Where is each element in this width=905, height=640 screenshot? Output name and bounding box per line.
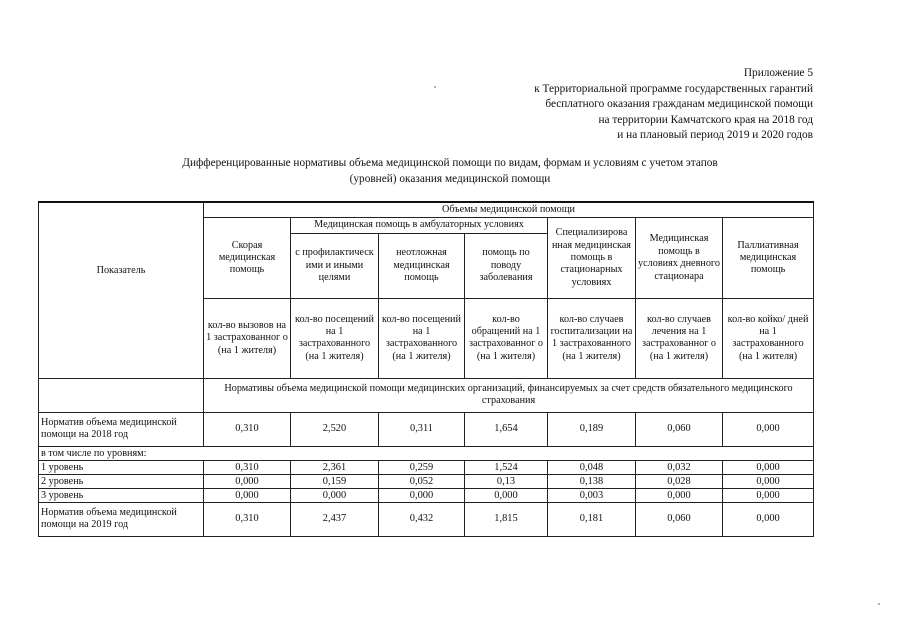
section-banner: Нормативы объема медицинской помощи медицинских организаций, финансируемых за счет средств обязательного медицинского страхования [204,378,814,412]
value-cell: 0,000 [291,488,379,502]
row-label: 3 уровень [39,488,204,502]
value-cell: 0,000 [723,460,814,474]
value-cell: 0,310 [204,412,291,446]
col-header-preventive: с профилактическ ими и иными целями [291,233,379,298]
value-cell: 0,138 [548,474,636,488]
value-cell: 0,432 [379,502,465,536]
value-cell: 0,259 [379,460,465,474]
col-header-inpatient: Специализирова нная медицинская помощь в стационарных условиях [548,218,636,298]
value-cell: 0,310 [204,460,291,474]
value-cell: 1,524 [465,460,548,474]
indicator-header: Показатель [39,202,204,378]
document-title-line-1: Дифференцированные нормативы объема медицинской помощи по видам, формам и условиям с учетом этапов [182,157,718,169]
banner-empty-cell [39,378,204,412]
value-cell: 0,028 [636,474,723,488]
value-cell: 1,815 [465,502,548,536]
row-label: Норматив объема медицинской помощи на 2019 год [39,502,204,536]
value-cell: 0,000 [636,488,723,502]
value-cell: 0,000 [204,488,291,502]
col-header-urgent: неотложная медицинская помощь [379,233,465,298]
value-cell: 0,189 [548,412,636,446]
appendix-line: на территории Камчатского края на 2018 год [598,113,813,126]
unit-cell: кол-во посещений на 1 застрахованного (на 1 жителя) [379,298,465,378]
value-cell: 0,000 [204,474,291,488]
appendix-line: к Территориальной программе государственных гарантий [534,82,813,95]
row-label: 1 уровень [39,460,204,474]
value-cell: 0,048 [548,460,636,474]
value-cell: 0,311 [379,412,465,446]
value-cell: 0,181 [548,502,636,536]
row-label: Норматив объема медицинской помощи на 2018 год [39,412,204,446]
unit-cell: кол-во койко/ дней на 1 застрахованного (на 1 жителя) [723,298,814,378]
value-cell: 0,000 [723,474,814,488]
value-cell: 0,159 [291,474,379,488]
unit-cell: кол-во вызовов на 1 застрахованног о (на 1 жителя) [204,298,291,378]
unit-cell: кол-во посещений на 1 застрахованного (на 1 жителя) [291,298,379,378]
table-row [39,460,814,474]
unit-cell: кол-во случаев госпитализации на 1 застрахованного (на 1 жителя) [548,298,636,378]
unit-cell: кол-во обращений на 1 застрахованног о (на 1 жителя) [465,298,548,378]
col-header-day-hospital: Медицинская помощь в условиях дневного стационара [636,218,723,298]
appendix-line: бесплатного оказания гражданам медицинской помощи [545,98,813,111]
col-header-disease: помощь по поводу заболевания [465,233,548,298]
table-row [39,412,814,446]
table-row [39,488,814,502]
value-cell: 0,032 [636,460,723,474]
col-header-palliative: Паллиативная медицинская помощь [723,218,814,298]
table-row [39,502,814,536]
value-cell: 0,052 [379,474,465,488]
norms-table [38,201,814,537]
scan-speck [434,86,436,88]
table-row [39,446,814,460]
value-cell: 0,060 [636,502,723,536]
value-cell: 0,000 [723,502,814,536]
row-label: в том числе по уровням: [39,446,814,460]
value-cell: 0,000 [379,488,465,502]
appendix-header [534,66,813,144]
row-label: 2 уровень [39,474,204,488]
col-header-emergency: Скорая медицинская помощь [204,218,291,298]
value-cell: 2,437 [291,502,379,536]
value-cell: 0,003 [548,488,636,502]
ambulatory-header: Медицинская помощь в амбулаторных условиях [291,218,548,233]
value-cell: 2,520 [291,412,379,446]
volumes-header: Объемы медицинской помощи [204,202,814,218]
value-cell: 0,000 [723,488,814,502]
unit-cell: кол-во случаев лечения на 1 застрахованног о (на 1 жителя) [636,298,723,378]
value-cell: 0,13 [465,474,548,488]
document-title-line-2: (уровней) оказания медицинской помощи [349,172,551,185]
value-cell: 0,000 [465,488,548,502]
appendix-line: и на плановый период 2019 и 2020 годов [617,129,813,142]
value-cell: 2,361 [291,460,379,474]
value-cell: 0,310 [204,502,291,536]
document-title [120,156,780,187]
scan-speck [878,603,880,605]
table-row [39,474,814,488]
value-cell: 0,000 [723,412,814,446]
value-cell: 0,060 [636,412,723,446]
value-cell: 1,654 [465,412,548,446]
appendix-line: Приложение 5 [743,67,813,79]
